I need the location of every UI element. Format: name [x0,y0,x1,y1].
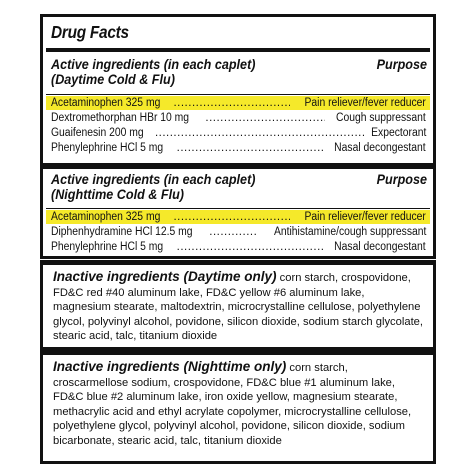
dot-leader [177,240,324,254]
daytime-active-header [51,57,427,87]
daytime-inactive-paragraph [53,270,425,344]
nighttime-inactive-panel [40,350,436,464]
daytime-active-panel [40,14,436,166]
ingredient-name: Diphenhydramine HCl 12.5 mg [51,226,193,238]
nighttime-header-divider [46,208,430,209]
ingredient-name: Dextromethorphan HBr 10 mg [51,112,190,124]
ingredient-purpose: Pain reliever/fever reducer [304,97,426,109]
ingredient-purpose: Cough suppressant [336,112,426,124]
ingredient-purpose: Expectorant [370,127,426,139]
ingredient-row [46,225,430,239]
dot-leader [155,126,364,140]
ingredient-row [46,111,430,125]
ingredient-purpose: Antihistamine/cough suppressant [273,226,426,238]
nighttime-active-panel [40,166,436,259]
daytime-inactive-text: corn starch, crospovidone, FD&C red #40 aluminum lake, FD&C yellow #6 aluminum lake, magnesium stearate, maltodextrin, microcrystalline cellulose, polyethylene glycol, polyvinyl alcohol, povidone, silicon dioxide, sodium starch glycolate, stearic acid, talc, titanium dioxide [53,272,424,342]
ingredient-name: Phenylephrine HCl 5 mg [51,241,164,253]
ingredient-purpose: Nasal decongestant [334,142,426,154]
title-rule [46,48,430,52]
nighttime-header-line2: (Nighttime Cold & Flu) [51,186,184,202]
nighttime-inactive-label: Inactive ingredients (Nighttime only) [53,359,287,374]
ingredient-row [46,210,430,224]
nighttime-inactive-text: corn starch, croscarmellose sodium, crospovidone, FD&C blue #1 aluminum lake, FD&C blue #2 aluminum lake, iron oxide yellow, magnesium stearate, methacrylic acid and ethyl acrylate copolymer, microcrystalline cellulose, polyethylene glycol, polyvinyl alcohol, povidone, silicon dioxide, sodium bicarbonate, stearic acid, talc, titanium dioxide [53,362,412,447]
drug-facts-title: Drug Facts [51,22,129,42]
nighttime-active-header [51,172,427,202]
daytime-purpose-header: Purpose [376,56,427,72]
ingredient-name: Phenylephrine HCl 5 mg [51,142,164,154]
nighttime-header-line1: Active ingredients (in each caplet) [51,171,256,187]
ingredient-name: Guaifenesin 200 mg [51,127,144,139]
ingredient-name: Acetaminophen 325 mg [51,97,161,109]
ingredient-purpose: Pain reliever/fever reducer [304,211,426,223]
nighttime-purpose-header: Purpose [376,171,427,187]
nighttime-inactive-paragraph [53,360,425,448]
daytime-inactive-label: Inactive ingredients (Daytime only) [53,269,277,284]
daytime-inactive-panel [40,260,436,350]
ingredient-row [46,96,430,110]
dot-leader [173,96,290,110]
ingredient-row [46,240,430,254]
dot-leader [173,210,290,224]
daytime-header-divider [46,94,430,95]
ingredient-name: Acetaminophen 325 mg [51,211,161,223]
ingredient-row [46,141,430,155]
dot-leader [205,111,325,125]
dot-leader [209,225,255,239]
ingredient-purpose: Nasal decongestant [334,241,426,253]
dot-leader [177,141,324,155]
daytime-header-line1: Active ingredients (in each caplet) [51,56,256,72]
ingredient-row [46,126,430,140]
daytime-header-line2: (Daytime Cold & Flu) [51,71,175,87]
